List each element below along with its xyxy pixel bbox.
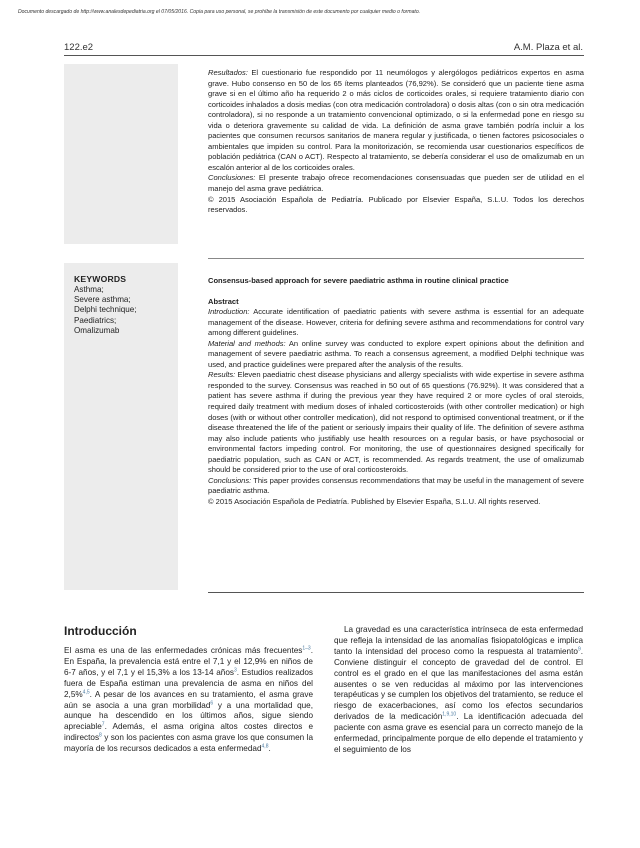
page-number: 122.e2 [64,42,94,53]
reference-link[interactable]: 4,8 [261,743,269,750]
body-text: . A pesar de los avances en su tratamiento, el asma grave aún se asocia a una gran morbilidad [64,689,313,710]
body-text: y son los pacientes con asma grave los que consumen la mayoría de los recursos dedicados a esta enfermedad [64,733,313,754]
body-text: . [268,744,271,754]
body-text: . Además, el asma origina altos costes directos e indirectos [64,722,313,743]
keywords-box [74,274,174,336]
reference-link[interactable]: 6 [210,699,214,706]
reference-link[interactable]: 3 [233,667,237,674]
header-rule [64,55,584,56]
download-disclaimer: Documento descargado de http://www.analesdepediatria.org el 07/05/2016. Copia para uso personal, se prohíbe la transmisión de este documento por cualquier medio o formato. [18,9,421,15]
abstract-label: Abstract [208,296,239,306]
abstract-en-intro-text: Accurate identification of paediatric patients with severe asthma is essential for an adequate management of the disease. However, criteria for defining severe asthma and recommendations for control vary among different guidelines. [208,307,584,338]
keywords-title: KEYWORDS [74,274,127,284]
body-text: La gravedad es una característica intrínseca de esta enfermedad que refleja la intensidad de las anomalías fisiopatológicas e implica tanto la intensidad del proceso como la respuesta al tratamiento [334,625,583,656]
body-text: y a una mortalidad que, aunque ha descendido en los últimos años, sigue siendo apreciable [64,700,314,732]
abstract-en-methods-text: An online survey was conducted to explore expert opinions about the definition and management of severe paediatric asthma. To reach a consensus agreement, a modified Delphi technique was used, and practice guidelines were prepared after the analysis of the results. [208,338,584,369]
keyword-item: Delphi technique; [74,305,137,315]
keyword-item: Omalizumab [74,325,120,335]
reference-link[interactable]: 1,9,10 [442,711,457,718]
body-text: . La identificación adecuada del paciente con asma grave es esencial para un correcto manejo de la enfermedad, principalmente porque de ello depende el tratamiento y el seguimiento de los [334,712,584,754]
running-authors: A.M. Plaza et al. [513,42,583,53]
abstract-en-introduction [208,307,584,339]
body-paragraph [334,625,583,756]
abstract-en-methods-label: Material and methods: [208,338,286,348]
abstract-en-conclusions-text: This paper provides consensus recommendations that may be useful in the management of severe paediatric asthma. [208,475,584,496]
abstract-en-intro-label: Introduction: [208,307,250,317]
abstract-en-copyright: © 2015 Asociación Española de Pediatría. Published by Elsevier España, S.L.U. All rights reserved. [208,496,541,506]
abstract-end-rule [208,592,584,593]
sidebar-panel-top [64,64,178,244]
abstract-en-results [208,370,584,475]
section-heading-introduccion: Introducción [64,624,137,638]
body-column-left [64,646,313,755]
reference-link[interactable]: 1–3 [302,645,311,652]
abstract-es-copyright: © 2015 Asociación Española de Pediatría. Publicado por Elsevier España, S.L.U. Todos los derechos reservados. [208,194,584,215]
body-text: . Estudios realizados fuera de España estiman una prevalencia de asma en niños del 2,5% [64,667,313,699]
keyword-item: Severe asthma; [74,295,131,305]
english-title: Consensus-based approach for severe paediatric asthma in routine clinical practice [208,276,509,285]
keyword-item: Paediatrics; [74,315,117,325]
abstract-en-results-label: Results: [208,370,236,380]
keyword-item: Asthma; [74,285,104,294]
body-text: El asma es una de las enfermedades crónicas más frecuentes [64,646,303,655]
reference-link[interactable]: 7 [101,721,105,728]
reference-link[interactable]: 4,5 [82,688,90,695]
abstract-english [208,276,584,507]
body-text: . Conviene distinguir el concepto de gravedad del de control. El control es el grado en el que las manifestaciones del asma están ausentes o se ven reducidas al máximo por las intervenciones terapéuticas y se cumplen los objetivos del tratamiento, se reduce el riesgo de exacerbaciones, así como los efectos secundarios derivados de la medicación [334,646,583,722]
abstract-spanish [208,68,584,216]
abstract-en-methods [208,339,584,371]
abstract-en-conclusions-label: Conclusions: [208,475,252,485]
abstract-es-conclusions-text: El presente trabajo ofrece recomendaciones consensuadas que pueden ser de utilidad en el manejo del asma grave pediátrica. [208,173,584,194]
abstract-es-conclusions-label: Conclusiones: [208,173,256,183]
abstract-es-results-label: Resultados: [208,68,248,77]
reference-link[interactable]: 9 [577,646,581,653]
abstract-en-conclusions [208,476,584,497]
abstract-en-results-text: Eleven paediatric chest disease physicians and allergy specialists with wide expertise in severe asthma responded to the survey. Consensus was reached in 50 out of 65 questions (76.92%). It was considered that a patient has severe asthma if during the previous year they have required 2 or more cycles of oral steroids, required daily treatment with medium doses of inhaled corticosteroids (with other controller medication) or high doses (with or without other controller medication), did not respond to optimised conventional treatment, or if the disease threatened the life of the patient or seriously impairs their quality of life. The definition of severe asthma may also include patients who justifiably use health resources on a regular basis, or have psychosocial or environmental factors impeding control. For monitoring, the use of questionnaires designed specifically for paediatric population, such as CAN or ACT, is recommended. As regards treatment, the use of omalizumab should be considered prior to the use of oral corticosteroids. [208,370,584,475]
abstract-es-conclusions [208,173,584,194]
abstract-es-results [208,68,584,173]
reference-link[interactable]: 8 [99,732,102,739]
body-column-right [334,625,583,756]
abstract-divider [208,258,584,259]
body-text: . En España, la prevalencia está entre el 7,1 y el 12,9% en niños de 6-7 años, y el 7,1 y el 15,3% a los 13-14 años [64,646,313,677]
abstract-es-results-text: El cuestionario fue respondido por 11 neumólogos y alergólogos pediátricos expertos en asma grave. Hubo consenso en 50 de los 65 ítems planteados (76,92%). Se consideró que un paciente tiene asma grave si en el último año ha requerido 2 o más ciclos de corticoides orales, si requiere tratamiento diario con corticoides inhalados a dosis medias (con otra medicación controladora) o dosis altas (con o sin otra medicación controladora), si no responde a un tratamiento convencional optimizado, o si la enfermedad pone en riesgo su vida o deteriora gravemente su calidad de vida. La definición de asma grave también podría incluir a los pacientes que consumen recursos sanitarios de manera regular y justificada, o tienen factores psicosociales o ambientales que impiden su control. Para la monitorización, se recomienda usar cuestionarios específicos de población pediátrica (CAN o ACT). Respecto al tratamiento, se debería considerar el uso de omalizumab en un escalón anterior al de los corticoides orales. [208,68,584,172]
